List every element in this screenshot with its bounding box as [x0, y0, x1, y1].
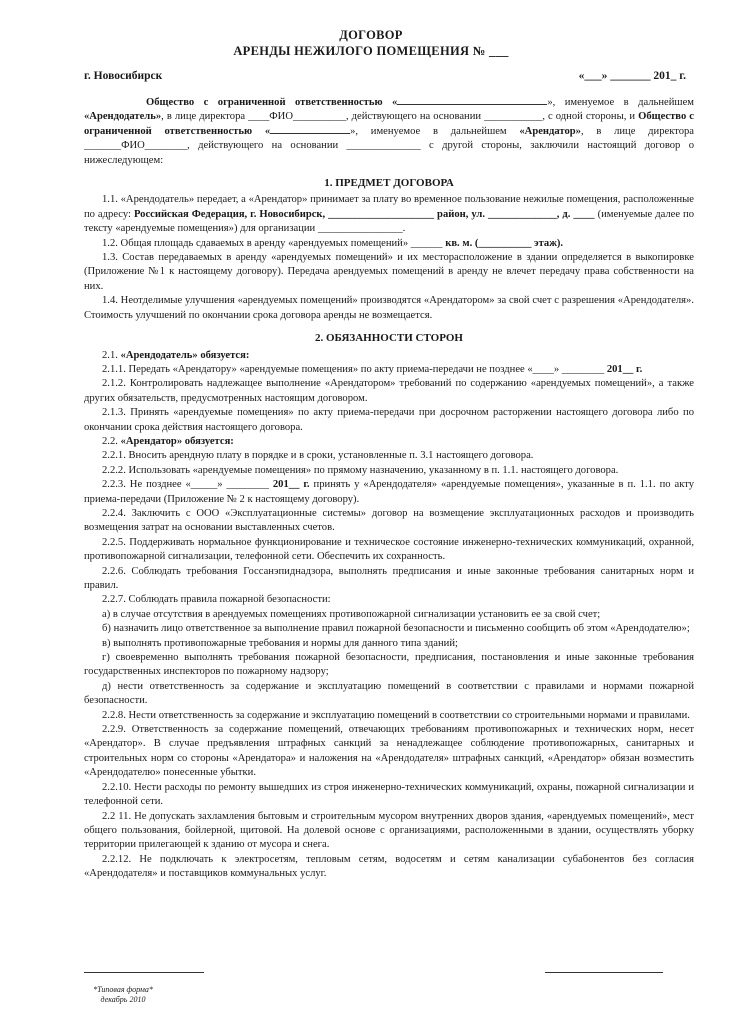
clause-2-2-10: 2.2.10. Нести расходы по ремонту вышедших из строя инженерно-технических коммуникаций, охраны, пожарной сигнализации и телефонной сети.	[84, 781, 694, 808]
section-1-title: 1. ПРЕДМЕТ ДОГОВОРА	[324, 177, 454, 190]
clause-1-1-purpose: (именуемые далее по тексту «арендуемые помещения») для организации ________________.	[84, 208, 695, 235]
clause-1-2-text: 1.2. Общая площадь сдаваемых в аренду «арендуемых помещений» ______	[102, 237, 446, 249]
org1-name-blank	[397, 104, 547, 105]
clause-2-2-8: 2.2.8. Нести ответственность за содержание и эксплуатацию помещений в соответствии со строительными нормами и правилами.	[102, 709, 690, 721]
date-field: «___» _______ 201_ г.	[578, 70, 686, 82]
org2-name-blank	[270, 133, 350, 134]
intro-text-f: , в лице директора _______ФИО________, действующего на основании ______________ с другой стороны, заключили настоящий договор о нижеследующем:	[84, 125, 694, 166]
clause-2-1-heading: «Арендодатель» обязуется:	[120, 349, 250, 361]
clause-2-1-1	[84, 363, 694, 377]
clause-2-1	[84, 349, 694, 363]
city-label: г. Новосибирск	[84, 70, 163, 82]
clause-2-2-heading: «Арендатор» обязуется:	[120, 435, 234, 447]
clause-2-2-5: 2.2.5. Поддерживать нормальное функционирование и техническое состояние инженерно-технических коммуникаций, охранной, противопожарной сигнализации, телефонной сети. Обеспечить их сохранность.	[84, 536, 694, 563]
clause-2-2-7: 2.2.7. Соблюдать правила пожарной безопасности:	[102, 594, 331, 606]
document-title: ДОГОВОР	[339, 28, 403, 42]
clause-2-2-3-rest: принять у «Арендодателя» «арендуемые помещения», указанные в п. 1.1. по акту приема-передачи (Приложение № 2 к настоящему договору).	[84, 479, 695, 505]
clause-2-1-1-text: 2.1.1. Передать «Арендатору» «арендуемые помещения» по акту приема-передачи не позднее «____» ________	[102, 363, 607, 375]
intro-text-e: », именуемое в дальнейшем	[350, 125, 520, 137]
footer-note	[78, 985, 168, 1005]
clause-2-1-number: 2.1.	[102, 349, 121, 361]
clause-2-1-1-year: 201__ г.	[606, 363, 643, 375]
clause-1-4: 1.4. Неотделимые улучшения «арендуемых помещений» производятся «Арендатором» за свой счет с разрешения «Арендодателя». Стоимость улучшений по окончании срока договора аренды не возмещается.	[84, 295, 694, 321]
clause-2-2-4: 2.2.4. Заключить с ООО «Эксплуатационные системы» договор на возмещение эксплуатационных расходов и производить возмещения затрат на основании выставленных счетов.	[84, 507, 694, 534]
clause-1-1	[84, 193, 694, 236]
clause-2-2-11: 2.2 11. Не допускать захламления бытовым и строительным мусором внутренних дворов здания, «арендуемых помещений», мест общего пользования, бойлерной, щитовой. На долевой основе с организациями, расположенными в здании, осуществлять уборку территории прилегающей к зданию от мусора и снега.	[84, 810, 694, 851]
clause-2-2-7-b: б) назначить лицо ответственное за выполнение правил пожарной безопасности и письменно сообщить об этом «Арендодателю»;	[102, 623, 690, 635]
intro-text-c: , в лице директора ____ФИО__________, действующего на основании ___________, с одной стороны, и	[161, 111, 639, 123]
intro-text-b: », именуемое в дальнейшем	[547, 97, 694, 108]
clause-1-2-area: кв. м. (__________ этаж).	[445, 237, 564, 249]
clause-2-2-6: 2.2.6. Соблюдать требования Госсанэпиднадзора, выполнять предписания и иные законные требования санитарных норм и правил.	[84, 565, 694, 591]
clause-2-2-7-a: а) в случае отсутствия в арендуемых помещениях противопожарной сигнализации установить ее за свой счет;	[102, 608, 601, 620]
clause-2-2-3-text: 2.2.3. Не позднее «_____» ________	[102, 479, 273, 491]
clause-2-1-2: 2.1.2. Контролировать надлежащее выполнение «Арендатором» требований по содержанию «арендуемых помещений», а также других обязательств, предусмотренных настоящим договором.	[84, 378, 694, 404]
clause-2-2-7-g: г) своевременно выполнять требования пожарной безопасности, предписания, постановления и иные законные требования государственных инспекторов по пожарному надзору;	[84, 652, 694, 678]
clause-2-2-3-year: 201__ г.	[272, 479, 310, 491]
intro-org1: Общество с ограниченной ответственностью «	[146, 97, 398, 108]
clause-2-2-9: 2.2.9. Ответственность за содержание помещений, отвечающих требованиям противопожарных и технических норм, несет «Арендатор». В случае предъявления штрафных санкций за ненадлежащее соблюдение противопожарных, санитарных и строительных норм со стороны «Арендатора» и наложения на «Арендодателя» штрафных санкций, «Арендатор» обязан возместить «Арендодателю» понесенные убытки.	[84, 724, 694, 779]
clause-2-2-1: 2.2.1. Вносить арендную плату в порядке и в сроки, установленные п. 3.1 настоящего договора.	[102, 450, 534, 462]
section-2-title: 2. ОБЯЗАННОСТИ СТОРОН	[314, 332, 463, 345]
footer-form-type: *Типовая форма*	[93, 985, 153, 994]
clause-2-1-3: 2.1.3. Принять «арендуемые помещения» по акту приема-передачи при досрочном расторжении настоящего договора либо по окончании срока действия настоящего договора.	[84, 407, 694, 433]
clause-2-2-12: 2.2.12. Не подключать к электросетям, тепловым сетям, водосетям и сетям канализации субабонентов без согласия «Арендодателя» и поставщиков коммунальных услуг.	[84, 853, 694, 880]
clause-1-3: 1.3. Состав передаваемых в аренду «арендуемых помещений» и их месторасположение в здании определяется в выкопировке (Приложение №1 к настоящему договору). Передача арендуемых помещений в аренду не влечет передачу права собственности на них.	[84, 252, 694, 292]
clause-2-2-3	[84, 478, 694, 507]
intro-role-lessor: «Арендодатель»	[84, 111, 162, 123]
document-body	[84, 96, 694, 882]
clause-1-1-text: 1.1. «Арендодатель» передает, а «Арендатор» принимает за плату во временное пользование нежилые помещения, расположенные по адресу:	[84, 194, 694, 220]
document-subtitle: АРЕНДЫ НЕЖИЛОГО ПОМЕЩЕНИЯ № ___	[233, 44, 509, 58]
clause-2-2-2: 2.2.2. Использовать «арендуемые помещения» по прямому назначению, указанному в п. 1.1. настоящего договора.	[102, 464, 619, 476]
clause-1-1-address: Российская Федерация, г. Новосибирск, ____________________ район, ул. _____________, д. ____	[133, 208, 595, 220]
footer-date: декабрь 2010	[100, 995, 146, 1004]
clause-2-2-7-d: д) нести ответственность за содержание и эксплуатацию помещений в соответствии с правилами и нормами пожарной безопасности.	[84, 680, 694, 707]
clause-2-2-number: 2.2.	[102, 435, 121, 447]
clause-1-2	[84, 237, 694, 251]
signature-line-lessor	[84, 972, 204, 973]
clause-2-2	[84, 435, 694, 449]
intro-org2: Общество с ограниченной ответственностью «	[84, 111, 694, 137]
intro-role-lessee: «Арендатор»	[519, 125, 581, 137]
signature-line-lessee	[545, 972, 663, 973]
intro-paragraph	[84, 96, 694, 168]
clause-2-2-7-v: в) выполнять противопожарные требования и нормы для данного типа зданий;	[102, 637, 458, 649]
